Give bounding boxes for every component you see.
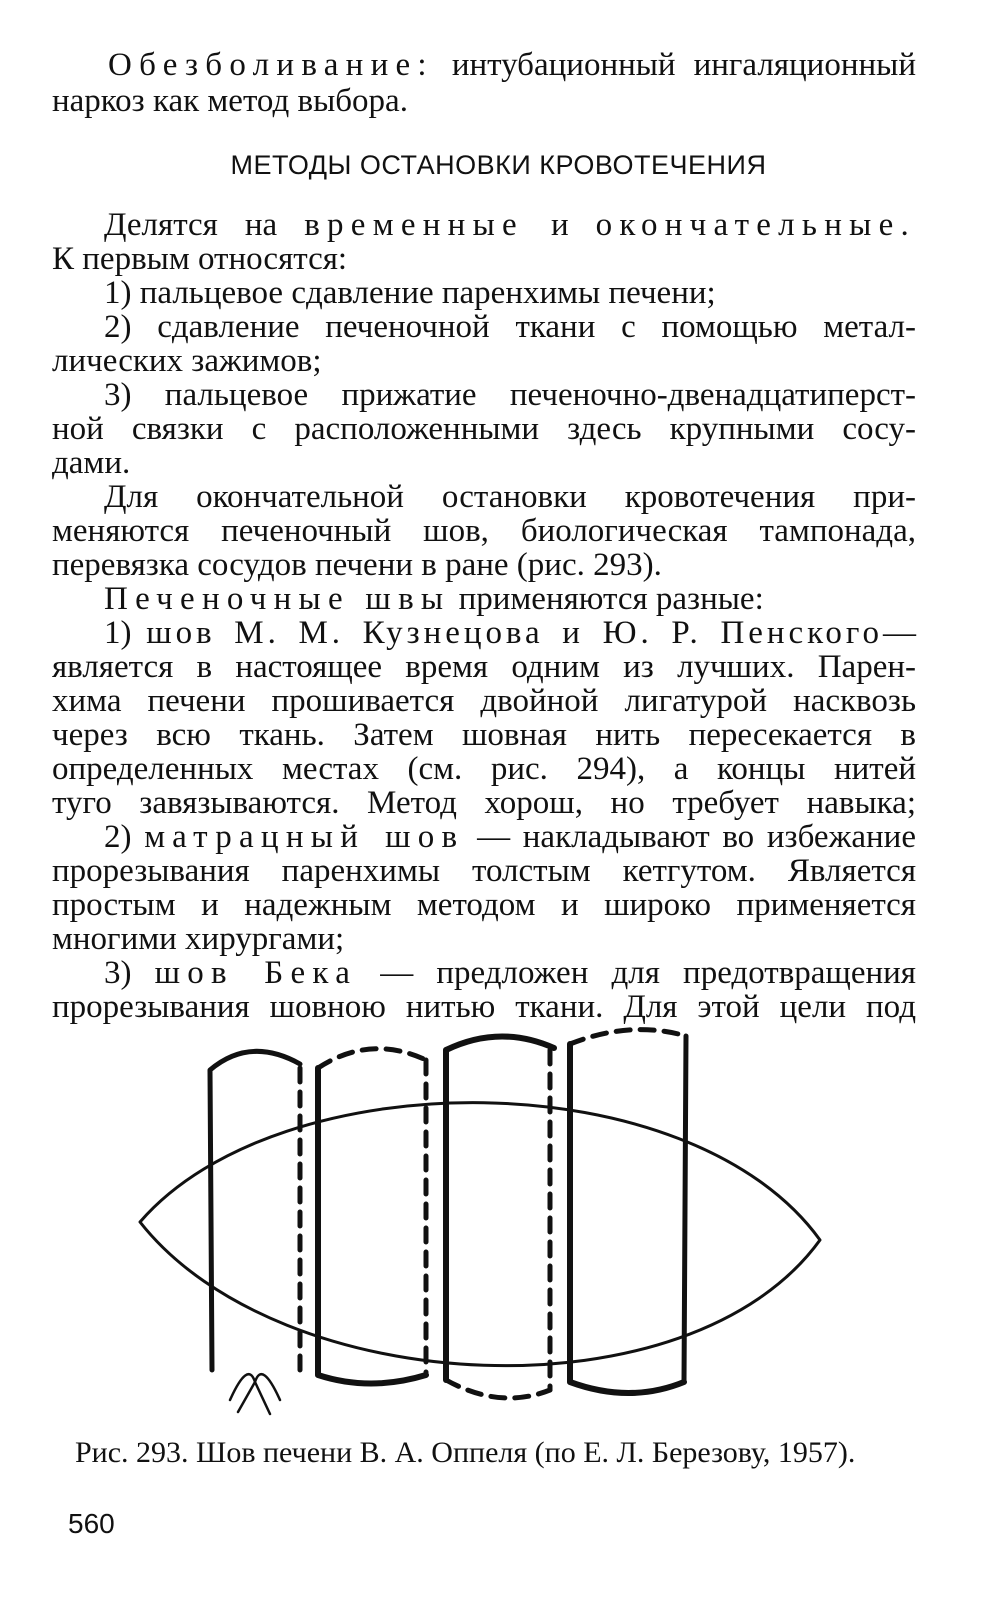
- text-fragment: Делятся на: [104, 207, 305, 243]
- spaced-term: Обезболивание:: [108, 47, 434, 83]
- text-line: простым и надежным методом и широко применяется: [52, 887, 916, 923]
- text-line: хима печени прошивается двойной лигатурой насквозь: [52, 683, 916, 719]
- spaced-term: шов Бека: [154, 955, 358, 991]
- text-line: [104, 582, 997, 616]
- text-line: [104, 208, 916, 242]
- text-line: наркоз как метод выбора.: [52, 83, 408, 119]
- spaced-term: шов М. М. Кузнецова и Ю. Р. Пенского: [146, 615, 883, 651]
- section-heading: МЕТОДЫ ОСТАНОВКИ КРОВОТЕЧЕНИЯ: [230, 150, 767, 180]
- text-line: дами.: [52, 445, 131, 481]
- suture-loop-solid: [210, 1051, 300, 1370]
- text-line: К первым относятся:: [52, 241, 348, 277]
- text-fragment: интубационный ингаляционный: [433, 47, 916, 83]
- text-line: через всю ткань. Затем шовная нить пересекается в: [52, 717, 916, 753]
- text-line: многими хирургами;: [52, 921, 345, 957]
- suture-loop-solid: [318, 1068, 426, 1384]
- text-line: прорезывания шовною нитью ткани. Для этой цели под: [52, 989, 916, 1025]
- spaced-term: Печеночные швы: [104, 581, 451, 617]
- list-item: 1) пальцевое сдавление паренхимы печени;: [104, 275, 716, 311]
- text-fragment: применяются разные:: [450, 581, 764, 617]
- list-item: 3) пальцевое прижатие печеночно-двенадцатиперст-: [104, 377, 916, 413]
- text-fragment: 2): [104, 819, 145, 855]
- text-line: туго завязываются. Метод хорош, но требует навыка;: [52, 785, 916, 821]
- text-fragment: 3): [104, 955, 155, 991]
- list-item: [104, 616, 916, 650]
- text-line: ной связки с расположенными здесь крупными сосу-: [52, 411, 916, 447]
- suture-loop-solid: [446, 1036, 554, 1380]
- text-line: определенных местах (см. рис. 294), а концы нитей: [52, 751, 916, 787]
- figure-caption: Рис. 293. Шов печени В. А. Оппеля (по Е. Л. Березову, 1957).: [75, 1436, 856, 1469]
- list-item: [104, 956, 916, 990]
- spaced-term: окончательные.: [595, 207, 916, 243]
- text-line: перевязка сосудов печени в ране (рис. 293).: [52, 547, 662, 583]
- liver-outline: [140, 1103, 820, 1366]
- liver-suture-figure: [130, 1020, 850, 1420]
- text-line: лических зажимов;: [52, 343, 322, 379]
- page-number: 560: [68, 1508, 115, 1539]
- list-item: [104, 820, 916, 854]
- spaced-term: матрацный шов: [144, 819, 465, 855]
- text-line: меняются печеночный шов, биологическая тампонада,: [52, 513, 916, 549]
- text-fragment: — накладывают во избежание: [464, 819, 916, 855]
- text-fragment: — предложен для предотвращения: [357, 955, 916, 991]
- text-line: Для окончательной остановки кровотечения при-: [104, 479, 916, 515]
- text-fragment: 1): [104, 615, 147, 651]
- spaced-term: временные: [304, 207, 524, 243]
- list-item: 2) сдавление печеночной ткани с помощью метал-: [104, 309, 916, 345]
- suture-knot: [230, 1374, 280, 1414]
- text-line: [108, 48, 916, 82]
- text-line: является в настоящее время одним из лучших. Парен-: [52, 649, 916, 685]
- text-fragment: и: [523, 207, 596, 243]
- text-fragment: —: [883, 615, 916, 651]
- text-line: прорезывания паренхимы толстым кетгутом. Является: [52, 853, 916, 889]
